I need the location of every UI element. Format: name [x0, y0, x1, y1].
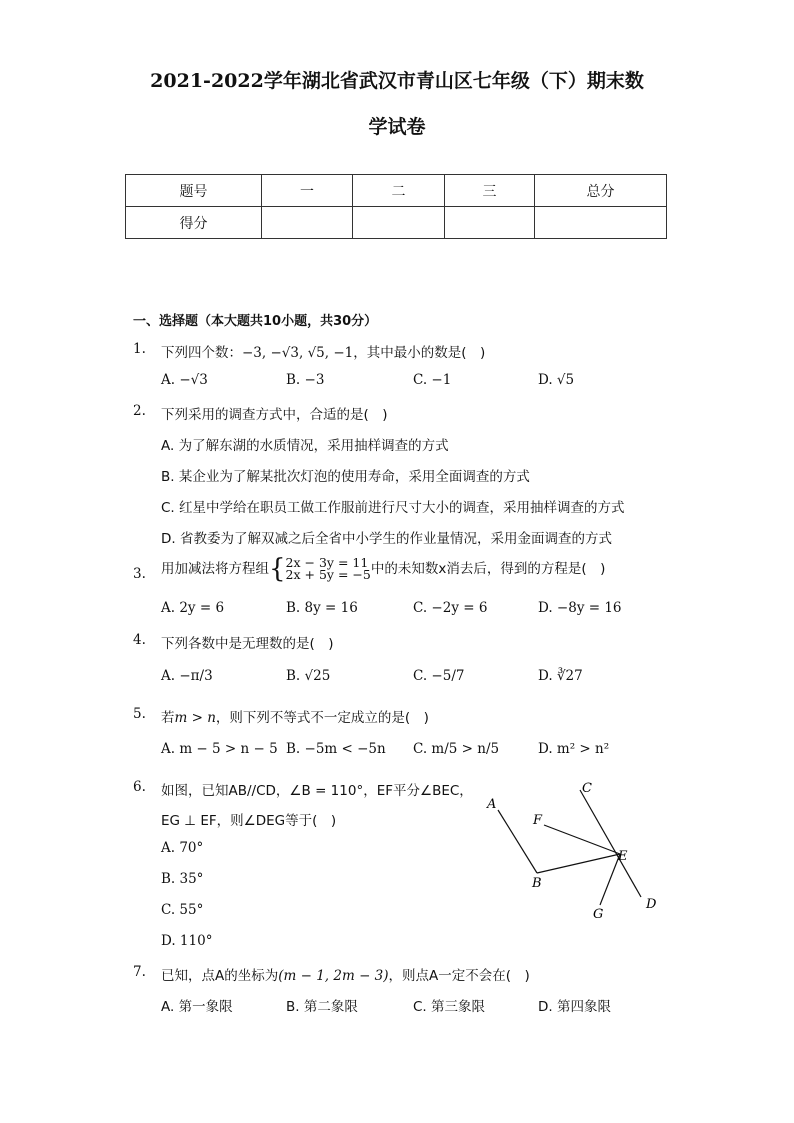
option-b: B. √25 — [286, 668, 331, 684]
question-3-stem — [161, 556, 605, 582]
option-d: D. √5 — [538, 372, 575, 388]
equation-brace: { — [269, 554, 286, 584]
option-a: A. −√3 — [161, 372, 208, 388]
option-d: D. ∛27 — [538, 668, 583, 684]
option-b: B. −3 — [286, 372, 325, 388]
score-table-score-row — [126, 207, 667, 239]
question-number: 1. — [133, 341, 146, 357]
option-b: B. 35° — [161, 871, 204, 887]
score-table-header-row — [126, 175, 667, 207]
question-stem-math: m > n — [174, 710, 216, 726]
option-c: C. m/5 > n/5 — [413, 741, 500, 757]
option-a: A. 为了解东湖的水质情况，采用抽样调查的方式 — [161, 438, 449, 454]
question-stem-text: 用加减法将方程组 — [161, 561, 269, 577]
line-eg — [600, 854, 620, 905]
question-number: 5. — [133, 706, 146, 722]
option-d: D. m² > n² — [538, 741, 610, 757]
question-stem-text: 下列四个数： — [161, 345, 242, 361]
question-stem-text: ，则点A一定不会在( ) — [388, 968, 530, 984]
option-c: C. 红星中学给在职员工做工作服前进行尺寸大小的调查，采用抽样调查的方式 — [161, 500, 625, 516]
option-a: A. 第一象限 — [161, 999, 233, 1015]
question-stem-text: ，则下列不等式不一定成立的是( ) — [215, 710, 429, 726]
score-table-header-cell: 题号 — [126, 175, 262, 207]
option-c: C. −5/7 — [413, 668, 465, 684]
point-label-g: G — [593, 907, 604, 922]
question-6-stem-line1: 如图，已知AB//CD，∠B = 110°，EF平分∠BEC， — [161, 783, 473, 799]
question-stem-text: 若 — [161, 710, 175, 726]
line-ab — [498, 810, 537, 873]
question-7-stem — [161, 964, 530, 984]
section-heading: 一、选择题（本大题共10小题，共30分） — [133, 314, 378, 329]
option-a: A. 70° — [161, 840, 204, 856]
line-be — [537, 854, 620, 873]
question-4-stem: 下列各数中是无理数的是( ) — [161, 636, 334, 652]
equation-line: 2x + 5y = −5 — [285, 567, 371, 582]
option-d: D. 省教委为了解双减之后全省中小学生的作业量情况，采用金面调查的方式 — [161, 531, 612, 547]
question-stem-text: ，其中最小的数是( ) — [353, 345, 486, 361]
point-label-d: D — [646, 897, 657, 912]
option-a: A. m − 5 > n − 5 — [161, 741, 278, 757]
score-cell — [445, 207, 535, 239]
option-c: C. 55° — [161, 902, 204, 918]
question-stem-math: (m − 1, 2m − 3) — [278, 968, 389, 984]
option-b: B. 某企业为了解某批次灯泡的使用寿命，采用全面调查的方式 — [161, 469, 530, 485]
option-a: A. −π/3 — [161, 668, 213, 684]
paper-title-line1: 2021-2022学年湖北省武汉市青山区七年级（下）期末数 — [150, 70, 644, 92]
score-table — [125, 174, 667, 239]
score-table-header-cell: 二 — [353, 175, 445, 207]
question-2-stem: 下列采用的调查方式中，合适的是( ) — [161, 407, 388, 423]
point-label-e: E — [618, 849, 628, 864]
question-number: 2. — [133, 403, 146, 419]
question-stem-text: 已知，点A的坐标为 — [161, 968, 279, 984]
option-b: B. −5m < −5n — [286, 741, 386, 757]
question-1-stem — [161, 341, 485, 361]
equation-line: 2x − 3y = 11 — [285, 555, 369, 570]
option-d: D. 110° — [161, 933, 213, 949]
option-a: A. 2y = 6 — [161, 600, 225, 616]
option-c: C. 第三象限 — [413, 999, 486, 1015]
score-cell — [353, 207, 445, 239]
point-label-c: C — [582, 781, 592, 796]
option-b: B. 8y = 16 — [286, 600, 358, 616]
option-d: D. 第四象限 — [538, 999, 611, 1015]
score-table-header-cell: 三 — [445, 175, 535, 207]
option-d: D. −8y = 16 — [538, 600, 622, 616]
question-stem-math: −3, −√3, √5, −1 — [242, 345, 354, 361]
line-cd — [580, 790, 641, 897]
question-5-stem — [161, 706, 429, 726]
score-cell — [535, 207, 667, 239]
score-cell — [262, 207, 353, 239]
score-table-row-label: 得分 — [126, 207, 262, 239]
option-b: B. 第二象限 — [286, 999, 358, 1015]
option-c: C. −1 — [413, 372, 452, 388]
question-6-stem-line2: EG ⊥ EF，则∠DEG等于( ) — [161, 813, 337, 829]
paper-title-line2: 学试卷 — [368, 116, 426, 138]
question-number: 6. — [133, 779, 146, 795]
question-stem-text: 中的未知数x消去后，得到的方程是( ) — [370, 561, 606, 577]
score-table-header-cell: 一 — [262, 175, 353, 207]
point-label-a: A — [487, 797, 497, 812]
equation-system — [286, 557, 371, 581]
question-number: 4. — [133, 632, 146, 648]
question-number: 3. — [133, 566, 146, 582]
question-number: 7. — [133, 964, 146, 980]
score-table-header-cell: 总分 — [535, 175, 667, 207]
geometry-figure — [470, 770, 670, 925]
point-label-f: F — [533, 813, 543, 828]
option-c: C. −2y = 6 — [413, 600, 488, 616]
point-label-b: B — [532, 876, 542, 891]
